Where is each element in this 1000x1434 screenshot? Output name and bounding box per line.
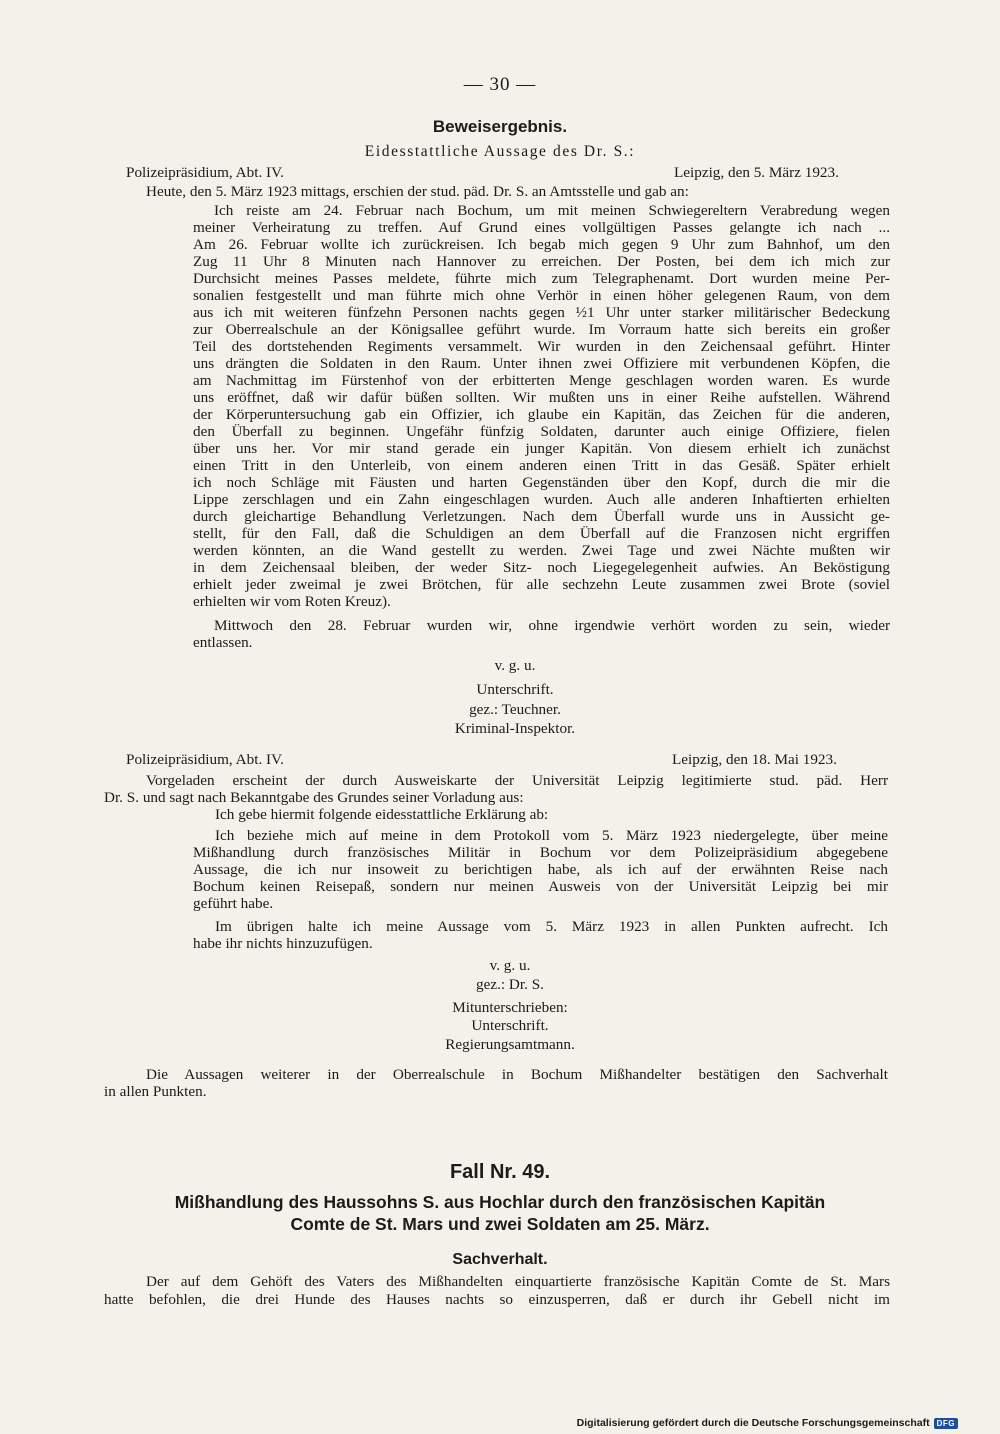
doc2-intro-line: Dr. S. und sagt nach Bekanntgabe des Grundes seiner Vorladung aus: — [104, 789, 524, 806]
case-subtitle: Comte de St. Mars und zwei Soldaten am 25. März. — [290, 1214, 710, 1234]
doc1-line: stellt, für den Fall, daß die Schuldigen an dem Überfall auf die Franzosen nicht ergriffen — [193, 525, 890, 542]
doc1-line: werden könnten, an die Wand gestellt zu werden. Zwei Tage und zwei Nächte mußten wir — [193, 542, 890, 559]
doc1-line: erhielten wir vom Roten Kreuz). — [193, 593, 391, 610]
doc1-line: Teil des dortstehenden Regiments versammelt. Wir wurden in den Zeichensaal geführt. Hinter — [193, 338, 890, 355]
doc1-line: den Überfall zu beginnen. Ungefähr fünfzig Soldaten, darunter auch einige Offiziere, fielen — [193, 423, 890, 440]
doc2-sig-gez: gez.: Dr. S. — [476, 976, 544, 993]
doc1-line: in dem Zeichensaal bleiben, der weder Sitz- noch Liegegelegenheit aufwies. An Beköstigung — [193, 559, 890, 576]
case-title: Fall Nr. 49. — [449, 1161, 551, 1183]
doc2-sig-title: Regierungsamtmann. — [445, 1036, 575, 1053]
case-line: hatte befohlen, die drei Hunde des Hauses nachts so einzusperren, daß er durch ihr Gebell nicht im — [104, 1291, 890, 1308]
doc2-intro-line: Vorgeladen erscheint der durch Ausweiskarte der Universität Leipzig legitimierte stud. päd. Herr — [146, 772, 888, 789]
doc1-sig-title: Kriminal-Inspektor. — [454, 720, 576, 737]
summary-line: Die Aussagen weiterer in der Oberrealschule in Bochum Mißhandelter bestätigen den Sachverhalt — [146, 1066, 888, 1083]
doc1-line: zur Oberrealschule an der Königsallee geführt wurde. Im Vorraum hatte sich bereits ein großer — [193, 321, 890, 338]
doc1-line: einen Tritt in den Unterleib, von einem anderen einen Tritt in das Gesäß. Später erhielt — [193, 457, 890, 474]
doc1-line: Ich reiste am 24. Februar nach Bochum, um mit meinen Schwiegereltern Verabredung wegen — [214, 202, 890, 219]
doc2-line: Bochum keinen Reisepaß, sondern nur meinen Ausweis von der Universität Leipzig bei mir — [193, 878, 888, 895]
doc1-line: Durchsicht meines Passes meldete, führte mich zum Telegraphenamt. Dort wurden meine Per- — [193, 270, 890, 287]
doc1-line: Zug 11 Uhr 8 Minuten nach Hannover zu erreichen. Der Posten, bei dem ich mich zur — [193, 253, 890, 270]
footer-text: Digitalisierung gefördert durch die Deutsche Forschungsgemeinschaft — [576, 1417, 930, 1429]
case-subtitle: Mißhandlung des Haussohns S. aus Hochlar durch den französischen Kapitän — [174, 1192, 826, 1212]
doc1-sig-gez: gez.: Teuchner. — [469, 701, 561, 718]
doc1-intro: Heute, den 5. März 1923 mittags, erschien der stud. päd. Dr. S. an Amtsstelle und gab an: — [146, 183, 689, 200]
doc1-line: uns drängten die Soldaten in den Raum. Unter ihnen zwei Offiziere mit verbundenen Köpfen, die — [193, 355, 890, 372]
doc1-sig-vgu: v. g. u. — [494, 657, 536, 674]
doc1-line: aus ich mit weiteren fünfzehn Personen nachts gegen ½1 Uhr unter starker militärischer Bedeckung — [193, 304, 890, 321]
doc2-declaration: Ich gebe hiermit folgende eidesstattliche Erklärung ab: — [215, 806, 549, 823]
doc1-closing-line: Mittwoch den 28. Februar wurden wir, ohne irgendwie verhört worden zu sein, wieder — [214, 617, 890, 634]
doc1-office: Polizeipräsidium, Abt. IV. — [126, 164, 284, 181]
doc2-line: habe ihr nichts hinzuzufügen. — [193, 935, 373, 952]
doc2-sig-vgu: v. g. u. — [489, 957, 531, 974]
heading-beweisergebnis: Beweisergebnis. — [432, 117, 568, 136]
doc2-office: Polizeipräsidium, Abt. IV. — [126, 751, 284, 768]
doc1-sig-unterschrift: Unterschrift. — [476, 681, 554, 698]
subheading-aussage: Eidesstattliche Aussage des Dr. S.: — [364, 143, 636, 160]
doc2-line: geführt habe. — [193, 895, 274, 912]
doc1-line: Am 26. Februar wollte ich zurückreisen. Ich begab mich gegen 9 Uhr zum Bahnhof, um den — [193, 236, 890, 253]
doc1-line: erhielt jeder zweimal je zwei Brötchen, für alle sechzehn Leute zusammen zwei Brote (soviel — [193, 576, 890, 593]
doc1-line: uns eröffnet, daß wir dafür büßen sollten. Wir mußten uns in einer Reihe aufstellen. Während — [193, 389, 890, 406]
doc2-line: Im übrigen halte ich meine Aussage vom 5. März 1923 in allen Punkten aufrecht. Ich — [215, 918, 888, 935]
doc1-line: am Nachmittag im Fürstenhof von der erbitterten Menge geschlagen worden waren. Es wurde — [193, 372, 890, 389]
doc1-line: sonalien festgestellt und man führte mich ohne Verhör in einen höher gelegenen Raum, von dem — [193, 287, 890, 304]
doc2-line: Mißhandlung durch französisches Militär in Bochum vor dem Polizeipräsidium abgegebene — [193, 844, 888, 861]
doc2-line: Ich beziehe mich auf meine in dem Protokoll vom 5. März 1923 niedergelegte, über meine — [215, 827, 888, 844]
summary-line: in allen Punkten. — [104, 1083, 207, 1100]
doc1-line: Lippe zerschlagen und ein Zahn eingeschlagen wurden. Auch alle anderen Inhaftierten erhielten — [193, 491, 890, 508]
doc1-line: ich noch Schläge mit Fäusten und harten Gegenständen über den Kopf, durch die mir die — [193, 474, 890, 491]
doc1-line: durch gleichartige Behandlung Verletzungen. Nach dem Überfall wurde uns in Aussicht ge- — [193, 508, 890, 525]
case-line: Der auf dem Gehöft des Vaters des Mißhandelten einquartierte französische Kapitän Comte de St. Mars — [146, 1273, 890, 1290]
doc2-place-date: Leipzig, den 18. Mai 1923. — [672, 751, 837, 768]
section-heading: Sachverhalt. — [452, 1251, 548, 1268]
doc2-line: Aussage, die ich nur insoweit zu berichtigen habe, als ich auf der erwähnten Reise nach — [193, 861, 888, 878]
doc1-line: über uns her. Vor mir stand gerade ein junger Kapitän. Von diesem erhielt ich zunächst — [193, 440, 890, 457]
doc2-sig-mit: Mitunterschrieben: — [452, 999, 568, 1016]
doc1-place-date: Leipzig, den 5. März 1923. — [674, 164, 839, 181]
doc1-line: der Körperuntersuchung gab ein Offizier, ich glaube ein Kapitän, das Zeichen für die anderen, — [193, 406, 890, 423]
doc2-sig-unterschrift: Unterschrift. — [471, 1017, 549, 1034]
doc1-line: meiner Verheiratung zu treffen. Auf Grund eines vollgültigen Passes gelangte ich nach ... — [193, 219, 890, 236]
digitization-credit — [577, 1417, 958, 1429]
page-number: — 30 — — [463, 74, 537, 95]
doc1-closing-line: entlassen. — [193, 634, 253, 651]
dfg-logo-icon: DFG — [934, 1418, 958, 1429]
